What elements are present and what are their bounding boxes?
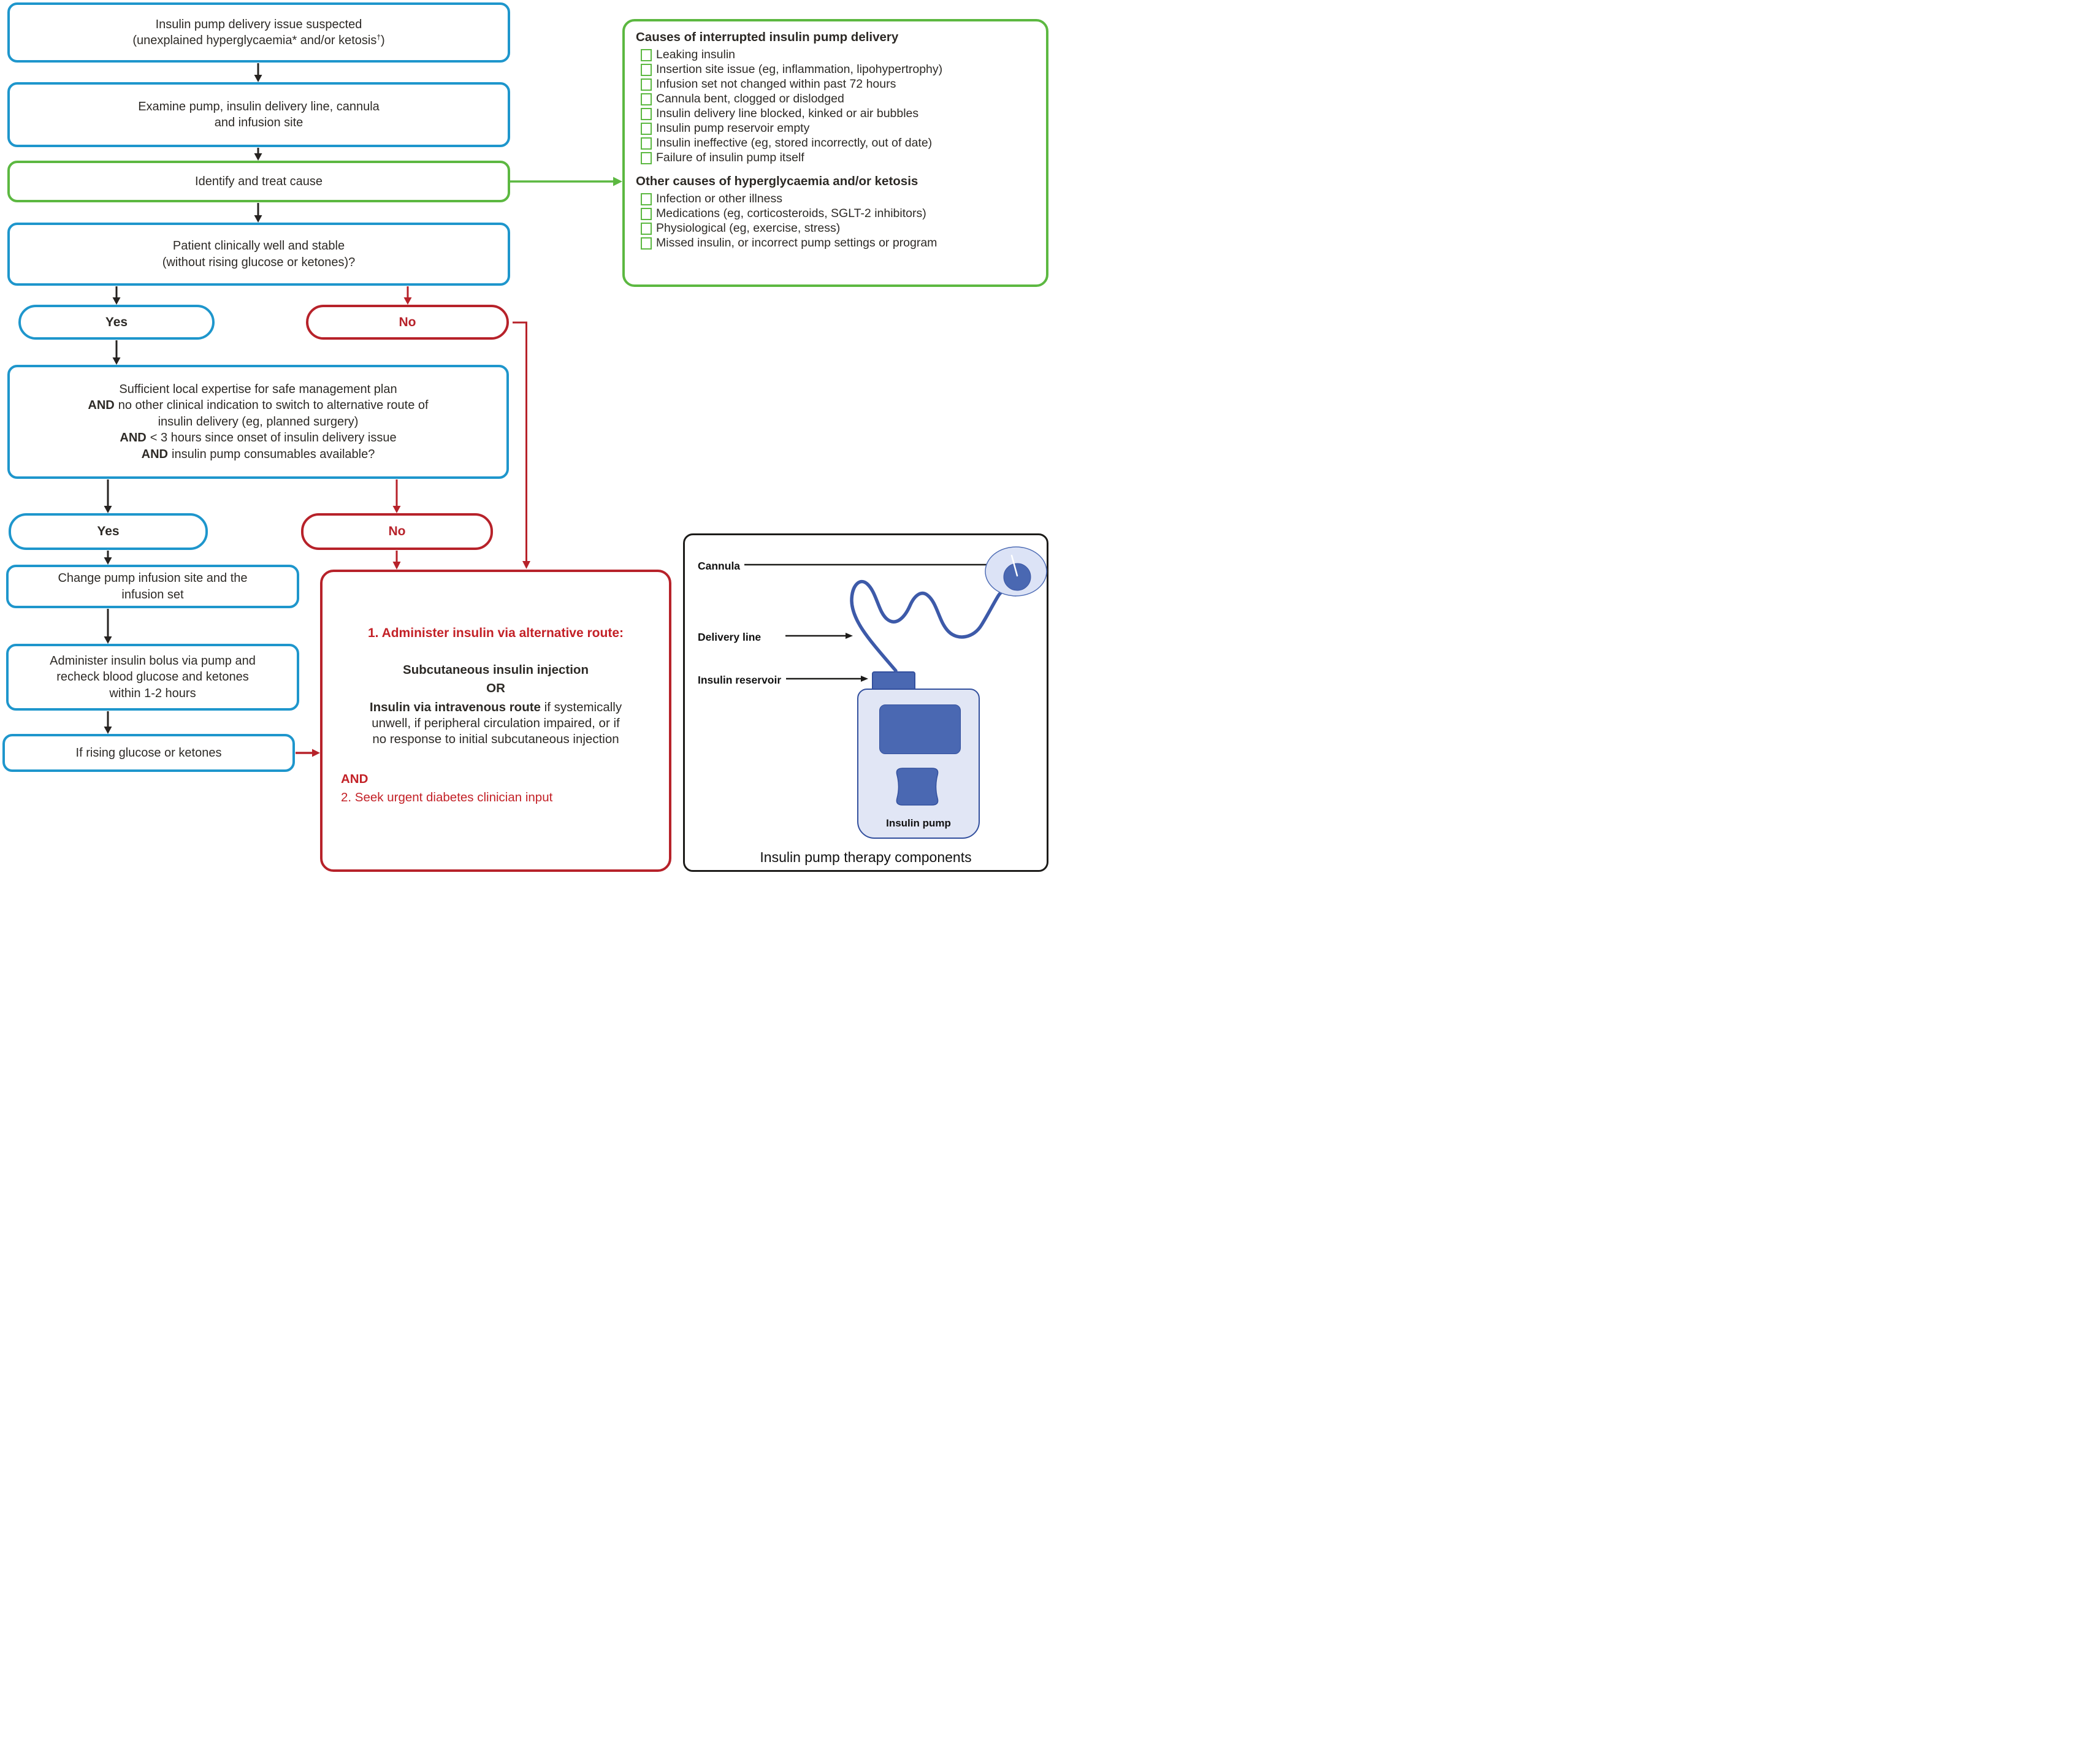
flow-box-criteria (7, 365, 509, 479)
cause-item (641, 136, 1037, 150)
connector-no1-to-action (513, 323, 530, 569)
pump-screen-illustration (879, 704, 961, 754)
cause-label: Insulin pump reservoir empty (656, 121, 810, 135)
action-box-alternative-route (320, 570, 671, 872)
box-text-line: AND < 3 hours since onset of insulin delivery issue (120, 431, 397, 445)
cause-label: Infusion set not changed within past 72 hours (656, 77, 896, 91)
checkbox-icon (641, 208, 652, 220)
arrow-change-to-bolus (104, 609, 112, 644)
causes-title-interrupted-delivery: Causes of interrupted insulin pump delivery (636, 30, 899, 44)
box-text-line: Examine pump, insulin delivery line, cannula (138, 99, 380, 113)
arrow-bolus-to-rising (104, 711, 112, 734)
decision-no-stable: No (306, 305, 509, 340)
cause-label: Missed insulin, or incorrect pump settings or program (656, 236, 937, 250)
box-text-line: Identify and treat cause (195, 174, 323, 188)
arrow-criteria-to-yes2 (104, 479, 112, 513)
cause-label: Medications (eg, corticosteroids, SGLT-2 inhibitors) (656, 207, 926, 220)
flow-box-administer-bolus (6, 644, 299, 711)
action-step2: 2. Seek urgent diabetes clinician input (341, 790, 553, 804)
flow-box-issue-suspected (7, 2, 510, 63)
flow-box-examine-pump (7, 82, 510, 147)
cause-label: Physiological (eg, exercise, stress) (656, 221, 841, 235)
checkbox-icon (641, 152, 652, 164)
cause-item (641, 63, 1037, 77)
box-text-line: Insulin pump delivery issue suspected (155, 17, 362, 31)
checkbox-icon (641, 64, 652, 76)
arrow-no2-to-action (393, 551, 401, 570)
components-caption: Insulin pump therapy components (760, 849, 972, 865)
cause-item (641, 48, 1037, 62)
action-option-subcutaneous: Subcutaneous insulin injection (403, 663, 589, 677)
cause-item (641, 151, 1037, 165)
checkbox-icon (641, 108, 652, 120)
dagger-footnote-mark: † (376, 32, 381, 42)
insulin-pump-label: Insulin pump (886, 817, 951, 829)
cause-item (641, 92, 1037, 106)
decision-no-criteria: No (301, 513, 493, 550)
components-panel (683, 533, 1048, 872)
checkbox-icon (641, 193, 652, 205)
arrow-issue-to-examine (254, 63, 262, 82)
checkbox-icon (641, 237, 652, 250)
cause-label: Failure of insulin pump itself (656, 151, 804, 164)
box-text-line: and infusion site (214, 116, 304, 129)
checkbox-icon (641, 223, 652, 235)
insulin-reservoir-label: Insulin reservoir (698, 674, 782, 686)
arrow-criteria-to-no2 (393, 479, 401, 513)
decision-yes-criteria: Yes (9, 513, 208, 550)
checkbox-icon (641, 123, 652, 135)
cause-label: Insulin delivery line blocked, kinked or air bubbles (656, 107, 919, 120)
cause-item (641, 77, 1037, 91)
box-text-line: Patient clinically well and stable (172, 239, 345, 253)
box-text-line: Administer insulin bolus via pump and (50, 654, 256, 668)
box-text-line: insulin delivery (eg, planned surgery) (158, 414, 359, 429)
cannula-label: Cannula (698, 560, 741, 572)
box-text-line: (without rising glucose or ketones)? (162, 255, 356, 269)
box-text-line: AND insulin pump consumables available? (141, 447, 375, 461)
arrow-identify-to-causes (510, 177, 622, 186)
flow-box-patient-stable (7, 223, 510, 286)
checkbox-icon (641, 93, 652, 105)
causes-title-other: Other causes of hyperglycaemia and/or ketosis (636, 174, 918, 188)
cause-label: Insulin ineffective (eg, stored incorrectly, out of date) (656, 136, 933, 150)
box-text-line: infusion set (121, 587, 184, 601)
action-heading: 1. Administer insulin via alternative route: (368, 626, 624, 640)
box-text-line: within 1-2 hours (109, 686, 196, 700)
arrow-identify-to-stable (254, 203, 262, 223)
checkbox-icon (641, 78, 652, 91)
cause-item (641, 121, 1037, 135)
cause-label: Infection or other illness (656, 192, 782, 205)
action-and-label: AND (341, 772, 368, 786)
causes-list-interrupted-delivery (636, 48, 1037, 165)
box-text-line: If rising glucose or ketones (75, 746, 222, 760)
arrow-stable-to-no1 (404, 286, 412, 305)
flowchart-figure (0, 0, 1050, 874)
action-option-intravenous: Insulin via intravenous route if systemically unwell, if peripheral circulation impaired, or if no response to initial subcutaneous injection (369, 700, 622, 747)
cause-label: Cannula bent, clogged or dislodged (656, 92, 844, 105)
cause-item (641, 192, 1037, 206)
arrow-rising-to-action (296, 749, 320, 757)
causes-list-other (636, 192, 1037, 250)
box-text-line: Sufficient local expertise for safe management plan (119, 383, 397, 397)
flow-box-rising-glucose (2, 734, 295, 772)
cause-item (641, 221, 1037, 235)
decision-yes-stable: Yes (18, 305, 215, 340)
cause-item (641, 207, 1037, 221)
cause-item (641, 107, 1037, 121)
cause-item (641, 236, 1037, 250)
arrow-yes1-to-criteria (113, 340, 121, 365)
delivery-line-label: Delivery line (698, 631, 762, 643)
spacer (636, 166, 1037, 173)
arrow-yes2-to-change (104, 551, 112, 565)
box-text-line: (unexplained hyperglycaemia* and/or ketosis†) (132, 32, 385, 47)
box-text-line: recheck blood glucose and ketones (56, 670, 249, 684)
checkbox-icon (641, 137, 652, 150)
box-text-line: Change pump infusion site and the (58, 571, 248, 586)
action-or-label: OR (486, 681, 505, 695)
flow-box-change-infusion-set (6, 565, 299, 608)
arrow-stable-to-yes1 (113, 286, 121, 305)
flow-box-identify-treat-cause (7, 161, 510, 202)
cause-label: Leaking insulin (656, 48, 736, 61)
arrow-examine-to-identify (254, 148, 262, 161)
causes-panel (622, 19, 1048, 287)
cause-label: Insertion site issue (eg, inflammation, lipohypertrophy) (656, 63, 943, 76)
box-text-line: AND no other clinical indication to switch to alternative route of (88, 399, 429, 413)
checkbox-icon (641, 49, 652, 61)
